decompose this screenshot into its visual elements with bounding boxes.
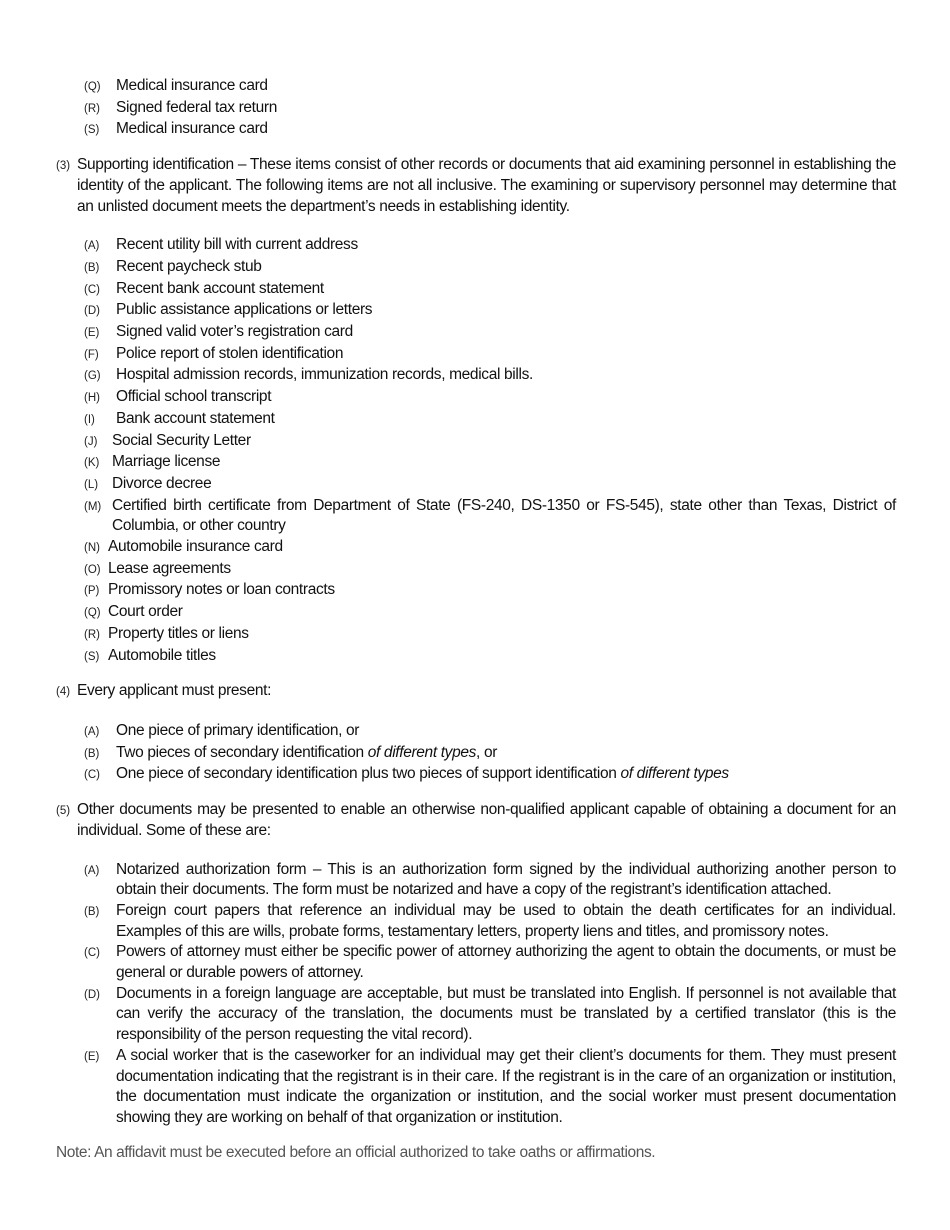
list-item: (C) Recent bank account statement (84, 279, 324, 297)
list-item: (G) Hospital admission records, immunization records, medical bills. (84, 366, 533, 384)
list-item: (R) Signed federal tax return (84, 98, 277, 116)
list-item: (N) Automobile insurance card (84, 538, 283, 556)
list-item: (I) Bank account statement (84, 409, 275, 427)
list-item: (S) Medical insurance card (84, 120, 268, 138)
list-item: (B) Two pieces of secondary identification of different types, or (84, 743, 498, 761)
list-item: (Q) Court order (84, 603, 183, 621)
list-item: (B) Foreign court papers that reference an individual may be used to obtain the death certificates for an individual. Examples of this are wills, probate forms, testamentary letters, property liens and titles, and promissory notes. (84, 901, 896, 940)
list-item: (E) Signed valid voter’s registration card (84, 323, 353, 341)
list-item: (B) Recent paycheck stub (84, 257, 262, 275)
list-item: (M) Certified birth certificate from Department of State (FS-240, DS-1350 or FS-545), state other than Texas, District of Columbia, or other country (84, 496, 896, 535)
list-item: (F) Police report of stolen identification (84, 344, 344, 362)
list-item: (A) Recent utility bill with current address (84, 236, 358, 254)
list-item: (C) Powers of attorney must either be specific power of attorney authorizing the agent to obtain the documents, or must be general or durable powers of attorney. (84, 943, 896, 982)
list-item: (O) Lease agreements (84, 559, 231, 577)
list-item: (C) One piece of secondary identification plus two pieces of support identification of different types (84, 765, 729, 783)
list-item: (H) Official school transcript (84, 388, 272, 406)
list-item: (A) One piece of primary identification, or (84, 721, 360, 739)
list-item: (Q) Medical insurance card (84, 77, 268, 94)
section-5: (5) Other documents may be presented to enable an otherwise non-qualified applicant capable of obtaining a document for an individual. Some of these are: (56, 801, 896, 839)
list-item: (D) Documents in a foreign language are acceptable, but must be translated into English. If personnel is not available that can verify the accuracy of the translation, the documents must be translated by a certified translator (this is the responsibility of the person requesting the vital record). (84, 984, 896, 1044)
list-item: (P) Promissory notes or loan contracts (84, 581, 335, 599)
document-page (56, 76, 896, 1163)
list-item: (L) Divorce decree (84, 474, 212, 492)
list-item: (J) Social Security Letter (84, 431, 251, 449)
list-item: (K) Marriage license (84, 453, 221, 471)
section-3: (3) Supporting identification – These items consist of other records or documents that aid examining personnel in establishing the identity of the applicant. The following items are not all inclusive. The examining or supervisory personnel may determine that an unlisted document meets the department’s needs in establishing identity. (56, 156, 896, 215)
list-item: (A) Notarized authorization form – This is an authorization form signed by the individual authorizing another person to obtain their documents. The form must be notarized and have a copy of the registrant’s identification attached. (84, 860, 896, 899)
note: Note: An affidavit must be executed before an official authorized to take oaths or affirmations. (56, 1143, 656, 1161)
section-4: (4) Every applicant must present: (56, 682, 272, 700)
list-item: (E) A social worker that is the caseworker for an individual may get their client’s documents for them. They must present documentation indicating that the registrant is in their care. If the registrant is in the care of an organization or institution, the documentation must indicate the organization or institution, and the social worker must present documentation showing they are working on behalf of that organization or institution. (84, 1046, 896, 1126)
list-item: (D) Public assistance applications or letters (84, 301, 373, 319)
list-item: (S) Automobile titles (84, 646, 216, 664)
list-item: (R) Property titles or liens (84, 624, 249, 642)
